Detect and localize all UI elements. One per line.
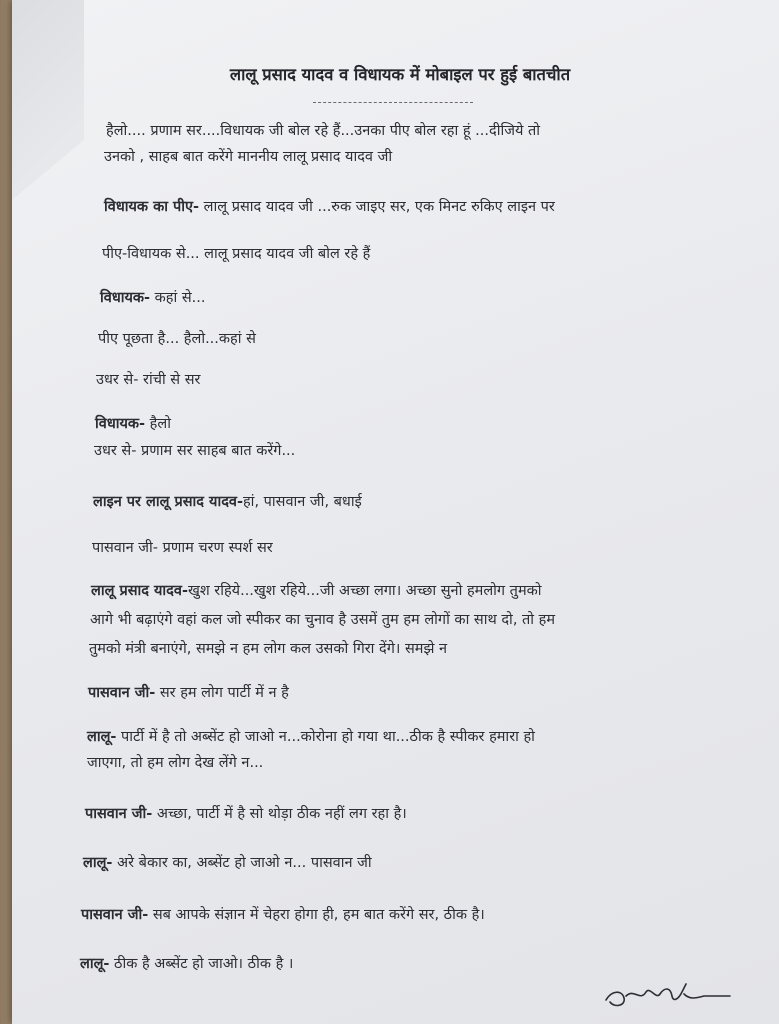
text-line: लालू प्रसाद यादव-खुश रहिये...खुश रहिये...जी अच्छा लगा। अच्छा सुनो हमलोग तुमको xyxy=(91,583,542,599)
text-line: पीए-विधायक से... लालू प्रसाद यादव जी बोल रहे हैं xyxy=(102,246,371,262)
handwritten-signature xyxy=(600,978,740,1014)
text-line: उधर से- रांची से सर xyxy=(96,372,201,388)
text-line: लालू- ठीक है अब्सेंट हो जाओ। ठीक है । xyxy=(80,956,294,972)
text-line: तुमको मंत्री बनाएंगे, समझे न हम लोग कल उसको गिरा देंगे। समझे न xyxy=(89,641,448,657)
text-line: पीए पूछता है... हैलो...कहां से xyxy=(98,331,256,347)
text-line: हैलो.... प्रणाम सर....विधायक जी बोल रहे हैं...उनका पीए बोल रहा हूं ...दीजिये तो xyxy=(106,123,541,139)
text-line: उनको , साहब बात करेंगे माननीय लालू प्रसाद यादव जी xyxy=(104,149,393,165)
text-line: लालू- पार्टी में है तो अब्सेंट हो जाओ न...कोरोना हो गया था...ठीक है स्पीकर हमारा हो xyxy=(87,729,535,745)
text-line: आगे भी बढ़ाएंगे वहां कल जो स्पीकर का चुनाव है उसमें तुम हम लोगों का साथ दो, तो हम xyxy=(90,612,556,628)
text-line: पासवान जी- अच्छा, पार्टी में है सो थोड़ा ठीक नहीं लग रहा है। xyxy=(85,806,407,822)
text-line: विधायक का पीए- लालू प्रसाद यादव जी ...रुक जाइए सर, एक मिनट रुकिए लाइन पर xyxy=(104,199,555,215)
text-line: विधायक- कहां से... xyxy=(100,290,206,306)
text-line: पासवान जी- सब आपके संज्ञान में चेहरा होगा ही, हम बात करेंगे सर, ठीक है। xyxy=(81,907,485,923)
text-line: पासवान जी- सर हम लोग पार्टी में न है xyxy=(88,685,289,701)
text-line: विधायक- हैलो xyxy=(95,416,171,432)
title-underline xyxy=(313,102,473,103)
page-title: लालू प्रसाद यादव व विधायक में मोबाइल पर हुई बातचीत xyxy=(229,65,571,84)
text-line: लाइन पर लालू प्रसाद यादव-हां, पासवान जी, बधाई xyxy=(93,494,362,510)
text-line: जाएगा, तो हम लोग देख लेंगे न... xyxy=(87,755,264,771)
text-line: पासवान जी- प्रणाम चरण स्पर्श सर xyxy=(92,540,273,556)
text-line: उधर से- प्रणाम सर साहब बात करेंगे... xyxy=(94,443,296,459)
text-line: लालू- अरे बेकार का, अब्सेंट हो जाओ न... पासवान जी xyxy=(83,855,372,871)
